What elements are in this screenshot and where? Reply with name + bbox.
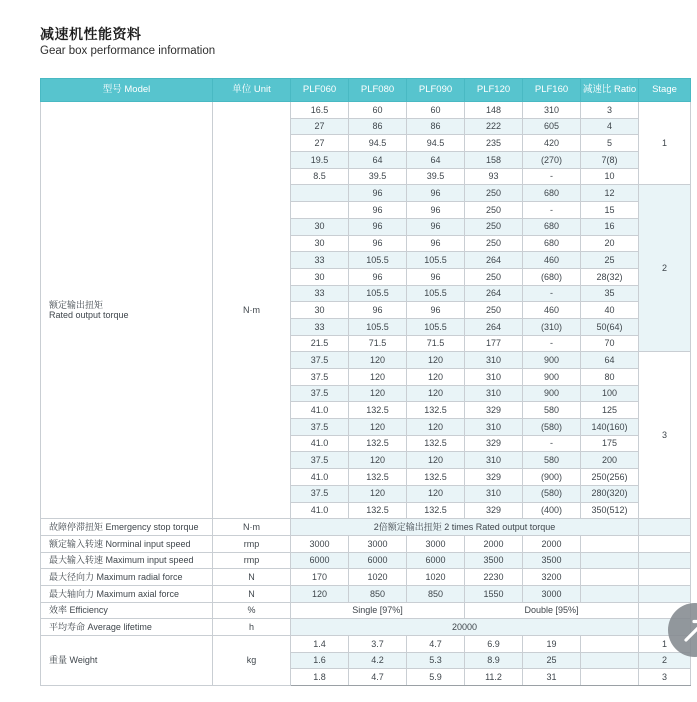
value-cell: 850 xyxy=(349,585,407,602)
value-cell: 3500 xyxy=(465,552,523,569)
column-header: PLF160 xyxy=(523,79,581,102)
value-cell: 105.5 xyxy=(407,252,465,269)
value-cell: 37.5 xyxy=(291,352,349,369)
value-cell: 329 xyxy=(465,402,523,419)
merged-value-cell: 2倍额定输出扭矩 2 times Rated output torque xyxy=(291,519,639,536)
value-cell: 310 xyxy=(465,485,523,502)
stage-cell xyxy=(639,569,691,586)
stage-cell xyxy=(639,519,691,536)
value-cell: 96 xyxy=(349,235,407,252)
value-cell: 264 xyxy=(465,252,523,269)
column-header: 减速比 Ratio xyxy=(581,79,639,102)
value-cell: 250 xyxy=(465,202,523,219)
value-cell: 96 xyxy=(407,202,465,219)
stage-cell xyxy=(639,535,691,552)
page-title: 减速机性能资料 xyxy=(40,26,142,42)
value-cell: 900 xyxy=(523,369,581,386)
value-cell: 120 xyxy=(349,419,407,436)
value-cell: 94.5 xyxy=(349,135,407,152)
value-cell: 64 xyxy=(581,352,639,369)
column-header: PLF090 xyxy=(407,79,465,102)
value-cell: 235 xyxy=(465,135,523,152)
value-cell: 2000 xyxy=(465,535,523,552)
value-cell: 3.7 xyxy=(349,636,407,653)
stage-cell xyxy=(639,552,691,569)
stage-cell xyxy=(639,585,691,602)
ratio-cell xyxy=(581,552,639,569)
value-cell: 1020 xyxy=(349,569,407,586)
value-cell: - xyxy=(523,335,581,352)
value-cell: 460 xyxy=(523,252,581,269)
value-cell: 132.5 xyxy=(349,435,407,452)
value-cell: 96 xyxy=(407,268,465,285)
value-cell: 33 xyxy=(291,285,349,302)
value-cell: 120 xyxy=(291,585,349,602)
value-cell: 4 xyxy=(581,118,639,135)
value-cell: 30 xyxy=(291,235,349,252)
value-cell: 64 xyxy=(407,152,465,169)
label-en: Rated output torque xyxy=(49,310,129,321)
value-cell: 94.5 xyxy=(407,135,465,152)
value-cell: 222 xyxy=(465,118,523,135)
merged-value-cell: Double [95%] xyxy=(465,602,639,619)
value-cell: (580) xyxy=(523,419,581,436)
value-cell: (900) xyxy=(523,469,581,486)
value-cell: 120 xyxy=(407,452,465,469)
column-header: Stage xyxy=(639,79,691,102)
value-cell: 250(256) xyxy=(581,469,639,486)
value-cell: 132.5 xyxy=(407,402,465,419)
value-cell: 37.5 xyxy=(291,385,349,402)
value-cell xyxy=(291,202,349,219)
value-cell: - xyxy=(523,202,581,219)
stage-cell: 2 xyxy=(639,652,691,669)
value-cell: 105.5 xyxy=(349,252,407,269)
value-cell: 5.9 xyxy=(407,669,465,686)
value-cell: 96 xyxy=(349,268,407,285)
value-cell: 96 xyxy=(407,235,465,252)
value-cell: 132.5 xyxy=(349,469,407,486)
value-cell: 329 xyxy=(465,469,523,486)
value-cell: 96 xyxy=(349,202,407,219)
stage-cell: 1 xyxy=(639,102,691,185)
value-cell: 310 xyxy=(465,419,523,436)
value-cell: 280(320) xyxy=(581,485,639,502)
value-cell: 25 xyxy=(581,252,639,269)
value-cell: 6000 xyxy=(407,552,465,569)
value-cell: 105.5 xyxy=(349,318,407,335)
value-cell: 105.5 xyxy=(407,318,465,335)
unit-cell: N·m xyxy=(213,519,291,536)
value-cell: 64 xyxy=(349,152,407,169)
value-cell: 250 xyxy=(465,235,523,252)
value-cell: 120 xyxy=(349,485,407,502)
value-cell: 30 xyxy=(291,302,349,319)
row-label: 额定输入转速 Norminal input speed xyxy=(41,535,213,552)
value-cell: 310 xyxy=(465,452,523,469)
value-cell: 105.5 xyxy=(349,285,407,302)
value-cell: 310 xyxy=(523,102,581,119)
value-cell: 148 xyxy=(465,102,523,119)
ratio-cell xyxy=(581,535,639,552)
value-cell: 41.0 xyxy=(291,502,349,519)
weight-label: 重量 Weight xyxy=(41,636,213,686)
value-cell: 60 xyxy=(407,102,465,119)
value-cell: 100 xyxy=(581,385,639,402)
value-cell: 1020 xyxy=(407,569,465,586)
column-header: PLF080 xyxy=(349,79,407,102)
value-cell: 170 xyxy=(291,569,349,586)
value-cell: 680 xyxy=(523,218,581,235)
unit-cell: kg xyxy=(213,636,291,686)
value-cell: 120 xyxy=(407,352,465,369)
value-cell: 120 xyxy=(349,385,407,402)
value-cell: 3000 xyxy=(349,535,407,552)
value-cell: 39.5 xyxy=(407,168,465,185)
value-cell: 900 xyxy=(523,352,581,369)
value-cell: 120 xyxy=(407,485,465,502)
value-cell: 6.9 xyxy=(465,636,523,653)
value-cell: 37.5 xyxy=(291,419,349,436)
value-cell: 19.5 xyxy=(291,152,349,169)
value-cell: 96 xyxy=(407,218,465,235)
value-cell: 19 xyxy=(523,636,581,653)
value-cell: 2230 xyxy=(465,569,523,586)
value-cell: 50(64) xyxy=(581,318,639,335)
value-cell: 30 xyxy=(291,268,349,285)
value-cell: 96 xyxy=(349,185,407,202)
value-cell: 120 xyxy=(407,369,465,386)
value-cell: 37.5 xyxy=(291,369,349,386)
value-cell: 250 xyxy=(465,218,523,235)
stage-cell: 3 xyxy=(639,669,691,686)
value-cell: 420 xyxy=(523,135,581,152)
value-cell: 5.3 xyxy=(407,652,465,669)
performance-table xyxy=(40,78,691,686)
value-cell: 3000 xyxy=(523,585,581,602)
value-cell: 105.5 xyxy=(407,285,465,302)
value-cell: 250 xyxy=(465,302,523,319)
value-cell: 310 xyxy=(465,385,523,402)
value-cell: 580 xyxy=(523,452,581,469)
value-cell: 27 xyxy=(291,118,349,135)
row-label: 最大轴向力 Maximum axial force xyxy=(41,585,213,602)
merged-value-cell: 20000 xyxy=(291,619,639,636)
value-cell: 264 xyxy=(465,318,523,335)
value-cell: 86 xyxy=(349,118,407,135)
value-cell: 1550 xyxy=(465,585,523,602)
value-cell: 41.0 xyxy=(291,469,349,486)
value-cell: 93 xyxy=(465,168,523,185)
page-subtitle: Gear box performance information xyxy=(40,45,216,57)
value-cell: 25 xyxy=(523,652,581,669)
value-cell: 310 xyxy=(465,352,523,369)
value-cell: 16 xyxy=(581,218,639,235)
value-cell: 12 xyxy=(581,185,639,202)
value-cell: 158 xyxy=(465,152,523,169)
unit-cell: N·m xyxy=(213,102,291,519)
merged-value-cell: Single [97%] xyxy=(291,602,465,619)
value-cell: (310) xyxy=(523,318,581,335)
unit-cell: rmp xyxy=(213,535,291,552)
value-cell: 8.9 xyxy=(465,652,523,669)
value-cell: 15 xyxy=(581,202,639,219)
value-cell: 71.5 xyxy=(349,335,407,352)
value-cell: 10 xyxy=(581,168,639,185)
unit-cell: % xyxy=(213,602,291,619)
value-cell: 80 xyxy=(581,369,639,386)
row-label: 效率 Efficiency xyxy=(41,602,213,619)
value-cell: 3 xyxy=(581,102,639,119)
value-cell: 125 xyxy=(581,402,639,419)
stage-cell: 1 xyxy=(639,636,691,653)
scroll-top-button[interactable] xyxy=(668,603,697,657)
value-cell: 35 xyxy=(581,285,639,302)
value-cell: 70 xyxy=(581,335,639,352)
value-cell: (580) xyxy=(523,485,581,502)
value-cell: 39.5 xyxy=(349,168,407,185)
value-cell: 200 xyxy=(581,452,639,469)
value-cell: 37.5 xyxy=(291,452,349,469)
value-cell: 41.0 xyxy=(291,435,349,452)
stage-cell: 2 xyxy=(639,185,691,352)
value-cell: 3000 xyxy=(291,535,349,552)
value-cell: 310 xyxy=(465,369,523,386)
unit-cell: N xyxy=(213,585,291,602)
value-cell: 850 xyxy=(407,585,465,602)
ratio-cell xyxy=(581,636,639,653)
value-cell: 680 xyxy=(523,235,581,252)
value-cell: - xyxy=(523,435,581,452)
column-header: PLF120 xyxy=(465,79,523,102)
unit-cell: h xyxy=(213,619,291,636)
value-cell: 96 xyxy=(407,302,465,319)
value-cell: 4.7 xyxy=(349,669,407,686)
value-cell: 120 xyxy=(349,369,407,386)
value-cell: 6000 xyxy=(291,552,349,569)
value-cell: 350(512) xyxy=(581,502,639,519)
column-header: PLF060 xyxy=(291,79,349,102)
value-cell: - xyxy=(523,285,581,302)
value-cell: 120 xyxy=(349,352,407,369)
value-cell: 177 xyxy=(465,335,523,352)
value-cell: 7(8) xyxy=(581,152,639,169)
arrow-up-right-icon xyxy=(668,603,697,657)
value-cell: (680) xyxy=(523,268,581,285)
ratio-cell xyxy=(581,652,639,669)
column-header: 型号 Model xyxy=(41,79,213,102)
value-cell: 41.0 xyxy=(291,402,349,419)
value-cell: 605 xyxy=(523,118,581,135)
value-cell: 132.5 xyxy=(407,469,465,486)
value-cell: 16.5 xyxy=(291,102,349,119)
value-cell: 11.2 xyxy=(465,669,523,686)
value-cell: 140(160) xyxy=(581,419,639,436)
value-cell: 5 xyxy=(581,135,639,152)
value-cell: 6000 xyxy=(349,552,407,569)
value-cell: 120 xyxy=(349,452,407,469)
value-cell: 132.5 xyxy=(407,502,465,519)
value-cell: 329 xyxy=(465,502,523,519)
value-cell xyxy=(291,185,349,202)
value-cell: 3000 xyxy=(407,535,465,552)
value-cell: 30 xyxy=(291,218,349,235)
value-cell: 250 xyxy=(465,268,523,285)
value-cell: 132.5 xyxy=(349,402,407,419)
value-cell: 250 xyxy=(465,185,523,202)
row-label: 最大输入转速 Maximum input speed xyxy=(41,552,213,569)
value-cell: 175 xyxy=(581,435,639,452)
rated-output-torque-label xyxy=(41,102,213,519)
row-label: 平均寿命 Average lifetime xyxy=(41,619,213,636)
value-cell: 8.5 xyxy=(291,168,349,185)
value-cell: 96 xyxy=(407,185,465,202)
value-cell: 2000 xyxy=(523,535,581,552)
value-cell: 33 xyxy=(291,318,349,335)
value-cell: 3200 xyxy=(523,569,581,586)
value-cell: 86 xyxy=(407,118,465,135)
column-header: 单位 Unit xyxy=(213,79,291,102)
unit-cell: N xyxy=(213,569,291,586)
value-cell: 28(32) xyxy=(581,268,639,285)
value-cell: 31 xyxy=(523,669,581,686)
value-cell: 329 xyxy=(465,435,523,452)
value-cell: 580 xyxy=(523,402,581,419)
value-cell: 21.5 xyxy=(291,335,349,352)
value-cell: 33 xyxy=(291,252,349,269)
row-label: 最大径向力 Maximum radial force xyxy=(41,569,213,586)
value-cell: 132.5 xyxy=(407,435,465,452)
label-zh: 额定输出扭矩 xyxy=(49,299,104,310)
value-cell: 4.7 xyxy=(407,636,465,653)
value-cell: 96 xyxy=(349,302,407,319)
value-cell: 264 xyxy=(465,285,523,302)
ratio-cell xyxy=(581,569,639,586)
value-cell: 120 xyxy=(407,385,465,402)
value-cell: 680 xyxy=(523,185,581,202)
value-cell: 1.4 xyxy=(291,636,349,653)
value-cell: 3500 xyxy=(523,552,581,569)
value-cell: (270) xyxy=(523,152,581,169)
value-cell: - xyxy=(523,168,581,185)
stage-cell: 3 xyxy=(639,352,691,519)
value-cell: 132.5 xyxy=(349,502,407,519)
value-cell: 1.6 xyxy=(291,652,349,669)
value-cell: 4.2 xyxy=(349,652,407,669)
value-cell: 20 xyxy=(581,235,639,252)
value-cell: (400) xyxy=(523,502,581,519)
value-cell: 27 xyxy=(291,135,349,152)
ratio-cell xyxy=(581,585,639,602)
row-label: 故障停滞扭矩 Emergency stop torque xyxy=(41,519,213,536)
value-cell: 37.5 xyxy=(291,485,349,502)
value-cell: 460 xyxy=(523,302,581,319)
ratio-cell xyxy=(581,669,639,686)
value-cell: 71.5 xyxy=(407,335,465,352)
value-cell: 96 xyxy=(349,218,407,235)
value-cell: 1.8 xyxy=(291,669,349,686)
value-cell: 120 xyxy=(407,419,465,436)
value-cell: 60 xyxy=(349,102,407,119)
unit-cell: rmp xyxy=(213,552,291,569)
value-cell: 900 xyxy=(523,385,581,402)
value-cell: 40 xyxy=(581,302,639,319)
